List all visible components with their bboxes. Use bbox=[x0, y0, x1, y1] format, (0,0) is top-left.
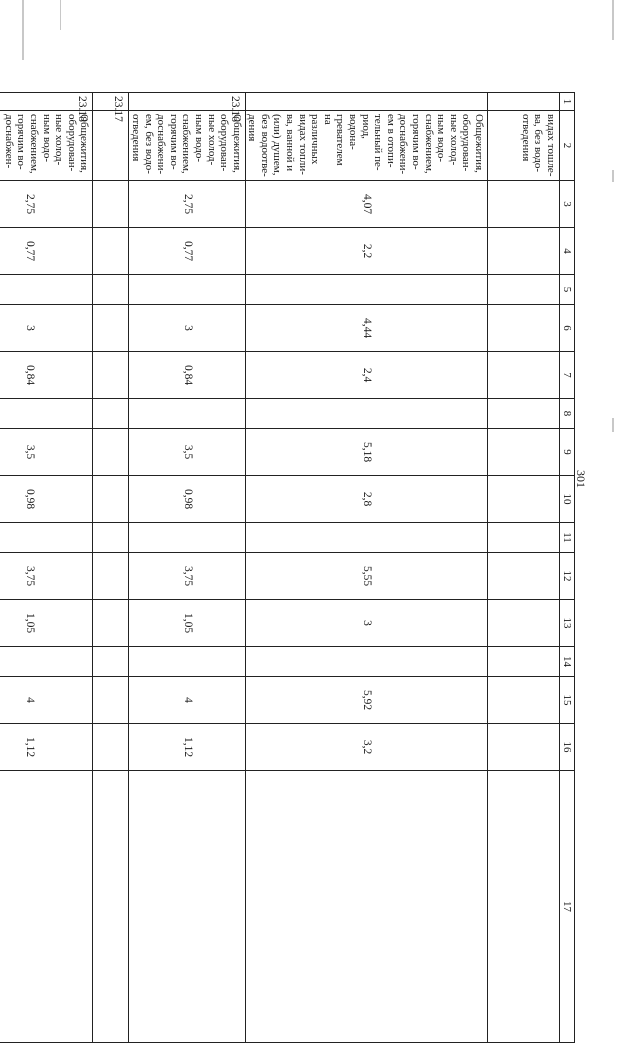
value-cell-col-7: 2,4 bbox=[245, 352, 487, 399]
column-number-14: 14 bbox=[560, 647, 575, 677]
value-cell-col-8 bbox=[93, 399, 129, 429]
column-number-10: 10 bbox=[560, 476, 575, 523]
value-cell-col-14 bbox=[129, 647, 245, 677]
value-cell-col-12 bbox=[488, 553, 560, 600]
value-cell-col-17 bbox=[0, 771, 93, 1043]
value-cell-col-8 bbox=[245, 399, 487, 429]
value-cell-col-10: 2,8 bbox=[245, 476, 487, 523]
value-cell-col-10 bbox=[93, 476, 129, 523]
value-cell-col-7 bbox=[488, 352, 560, 399]
value-cell-col-6: 3 bbox=[0, 305, 93, 352]
value-cell-col-17 bbox=[245, 771, 487, 1043]
value-cell-col-3: 2,75 bbox=[0, 181, 93, 228]
value-cell-col-3 bbox=[488, 181, 560, 228]
value-cell-col-14 bbox=[0, 647, 93, 677]
value-cell-col-13 bbox=[488, 600, 560, 647]
value-cell-col-13: 3 bbox=[245, 600, 487, 647]
value-cell-col-10 bbox=[488, 476, 560, 523]
column-number-9: 9 bbox=[560, 429, 575, 476]
value-cell-col-9 bbox=[488, 429, 560, 476]
value-cell-col-17 bbox=[93, 771, 129, 1043]
value-cell-col-15: 5,92 bbox=[245, 677, 487, 724]
value-cell-col-6: 4,44 bbox=[245, 305, 487, 352]
value-cell-col-4: 0,77 bbox=[129, 228, 245, 275]
column-number-11: 11 bbox=[560, 523, 575, 553]
row-code: 23.18 bbox=[0, 93, 93, 111]
value-cell-col-3: 2,75 bbox=[129, 181, 245, 228]
table-row bbox=[129, 93, 245, 1043]
value-cell-col-3: 4,07 bbox=[245, 181, 487, 228]
column-number-15: 15 bbox=[560, 677, 575, 724]
value-cell-col-5 bbox=[488, 275, 560, 305]
column-number-17: 17 bbox=[560, 771, 575, 1043]
column-number-12: 12 bbox=[560, 553, 575, 600]
value-cell-col-5 bbox=[245, 275, 487, 305]
value-cell-col-4: 0,77 bbox=[0, 228, 93, 275]
table-row bbox=[488, 93, 560, 1043]
value-cell-col-6: 3 bbox=[129, 305, 245, 352]
scan-edge-mark bbox=[60, 0, 61, 30]
scan-edge-mark bbox=[612, 170, 614, 182]
value-cell-col-5 bbox=[129, 275, 245, 305]
page-number: 301 bbox=[574, 470, 588, 488]
column-number-2: 2 bbox=[560, 111, 575, 181]
table-viewport bbox=[2, 92, 575, 912]
column-number-1: 1 bbox=[560, 93, 575, 111]
value-cell-col-11 bbox=[0, 523, 93, 553]
column-number-8: 8 bbox=[560, 399, 575, 429]
column-number-6: 6 bbox=[560, 305, 575, 352]
scan-edge-mark bbox=[612, 0, 614, 40]
value-cell-col-7: 0,84 bbox=[0, 352, 93, 399]
column-number-5: 5 bbox=[560, 275, 575, 305]
value-cell-col-14 bbox=[93, 647, 129, 677]
value-cell-col-11 bbox=[129, 523, 245, 553]
table-row bbox=[0, 93, 93, 1043]
value-cell-col-15 bbox=[488, 677, 560, 724]
value-cell-col-10: 0,98 bbox=[129, 476, 245, 523]
header-row bbox=[560, 93, 575, 1043]
value-cell-col-8 bbox=[129, 399, 245, 429]
value-cell-col-7: 0,84 bbox=[129, 352, 245, 399]
row-category-name: Общежития, оборудован-ные холод-ным водо-снабжением, горячим во-доснабжени-ем, без водо-отведения bbox=[129, 111, 245, 181]
value-cell-col-9: 5,18 bbox=[245, 429, 487, 476]
table-row bbox=[245, 93, 487, 1043]
row-code bbox=[488, 93, 560, 111]
value-cell-col-11 bbox=[245, 523, 487, 553]
value-cell-col-15: 4 bbox=[129, 677, 245, 724]
value-cell-col-4 bbox=[488, 228, 560, 275]
value-cell-col-12: 5,55 bbox=[245, 553, 487, 600]
value-cell-col-11 bbox=[93, 523, 129, 553]
column-number-3: 3 bbox=[560, 181, 575, 228]
column-number-4: 4 bbox=[560, 228, 575, 275]
value-cell-col-9: 3,5 bbox=[129, 429, 245, 476]
value-cell-col-7 bbox=[93, 352, 129, 399]
value-cell-col-14 bbox=[488, 647, 560, 677]
value-cell-col-4: 2,2 bbox=[245, 228, 487, 275]
value-cell-col-17 bbox=[129, 771, 245, 1043]
value-cell-col-10: 0,98 bbox=[0, 476, 93, 523]
column-number-16: 16 bbox=[560, 724, 575, 771]
row-category-name: Общежития, оборудован-ные холод-ным водо-снабжением, горячим во-доснабжени-ем в отопи-тельный пе-риод, водона-гревателем на различных видах топли-ва, ванной и (или) душем, без водоотве-дения bbox=[245, 111, 487, 181]
value-cell-col-11 bbox=[488, 523, 560, 553]
value-cell-col-16 bbox=[93, 724, 129, 771]
value-cell-col-6 bbox=[488, 305, 560, 352]
row-code: 23.17 bbox=[93, 93, 129, 111]
row-code: 23.16 bbox=[129, 93, 245, 111]
rotated-table bbox=[2, 92, 575, 912]
value-cell-col-8 bbox=[488, 399, 560, 429]
value-cell-col-15 bbox=[93, 677, 129, 724]
row-category-name: Общежития, оборудован-ные холод-ным водо-снабжением, горячим во-доснабжен- bbox=[0, 111, 93, 181]
tariff-table bbox=[0, 92, 575, 1043]
value-cell-col-16: 3,2 bbox=[245, 724, 487, 771]
value-cell-col-15: 4 bbox=[0, 677, 93, 724]
value-cell-col-12 bbox=[93, 553, 129, 600]
value-cell-col-14 bbox=[245, 647, 487, 677]
value-cell-col-9 bbox=[93, 429, 129, 476]
value-cell-col-13: 1,05 bbox=[0, 600, 93, 647]
value-cell-col-16: 1,12 bbox=[129, 724, 245, 771]
value-cell-col-17 bbox=[488, 771, 560, 1043]
value-cell-col-5 bbox=[0, 275, 93, 305]
value-cell-col-13 bbox=[93, 600, 129, 647]
scan-edge-mark bbox=[612, 418, 614, 432]
column-number-13: 13 bbox=[560, 600, 575, 647]
value-cell-col-6 bbox=[93, 305, 129, 352]
row-code bbox=[245, 93, 487, 111]
scan-edge-mark bbox=[22, 0, 24, 60]
value-cell-col-5 bbox=[93, 275, 129, 305]
value-cell-col-12: 3,75 bbox=[129, 553, 245, 600]
value-cell-col-8 bbox=[0, 399, 93, 429]
value-cell-col-9: 3,5 bbox=[0, 429, 93, 476]
value-cell-col-3 bbox=[93, 181, 129, 228]
table-row bbox=[93, 93, 129, 1043]
row-category-name: видах тошле-ва, без водо-отведения bbox=[488, 111, 560, 181]
column-number-7: 7 bbox=[560, 352, 575, 399]
value-cell-col-13: 1,05 bbox=[129, 600, 245, 647]
value-cell-col-12: 3,75 bbox=[0, 553, 93, 600]
value-cell-col-16 bbox=[488, 724, 560, 771]
value-cell-col-4 bbox=[93, 228, 129, 275]
value-cell-col-16: 1,12 bbox=[0, 724, 93, 771]
